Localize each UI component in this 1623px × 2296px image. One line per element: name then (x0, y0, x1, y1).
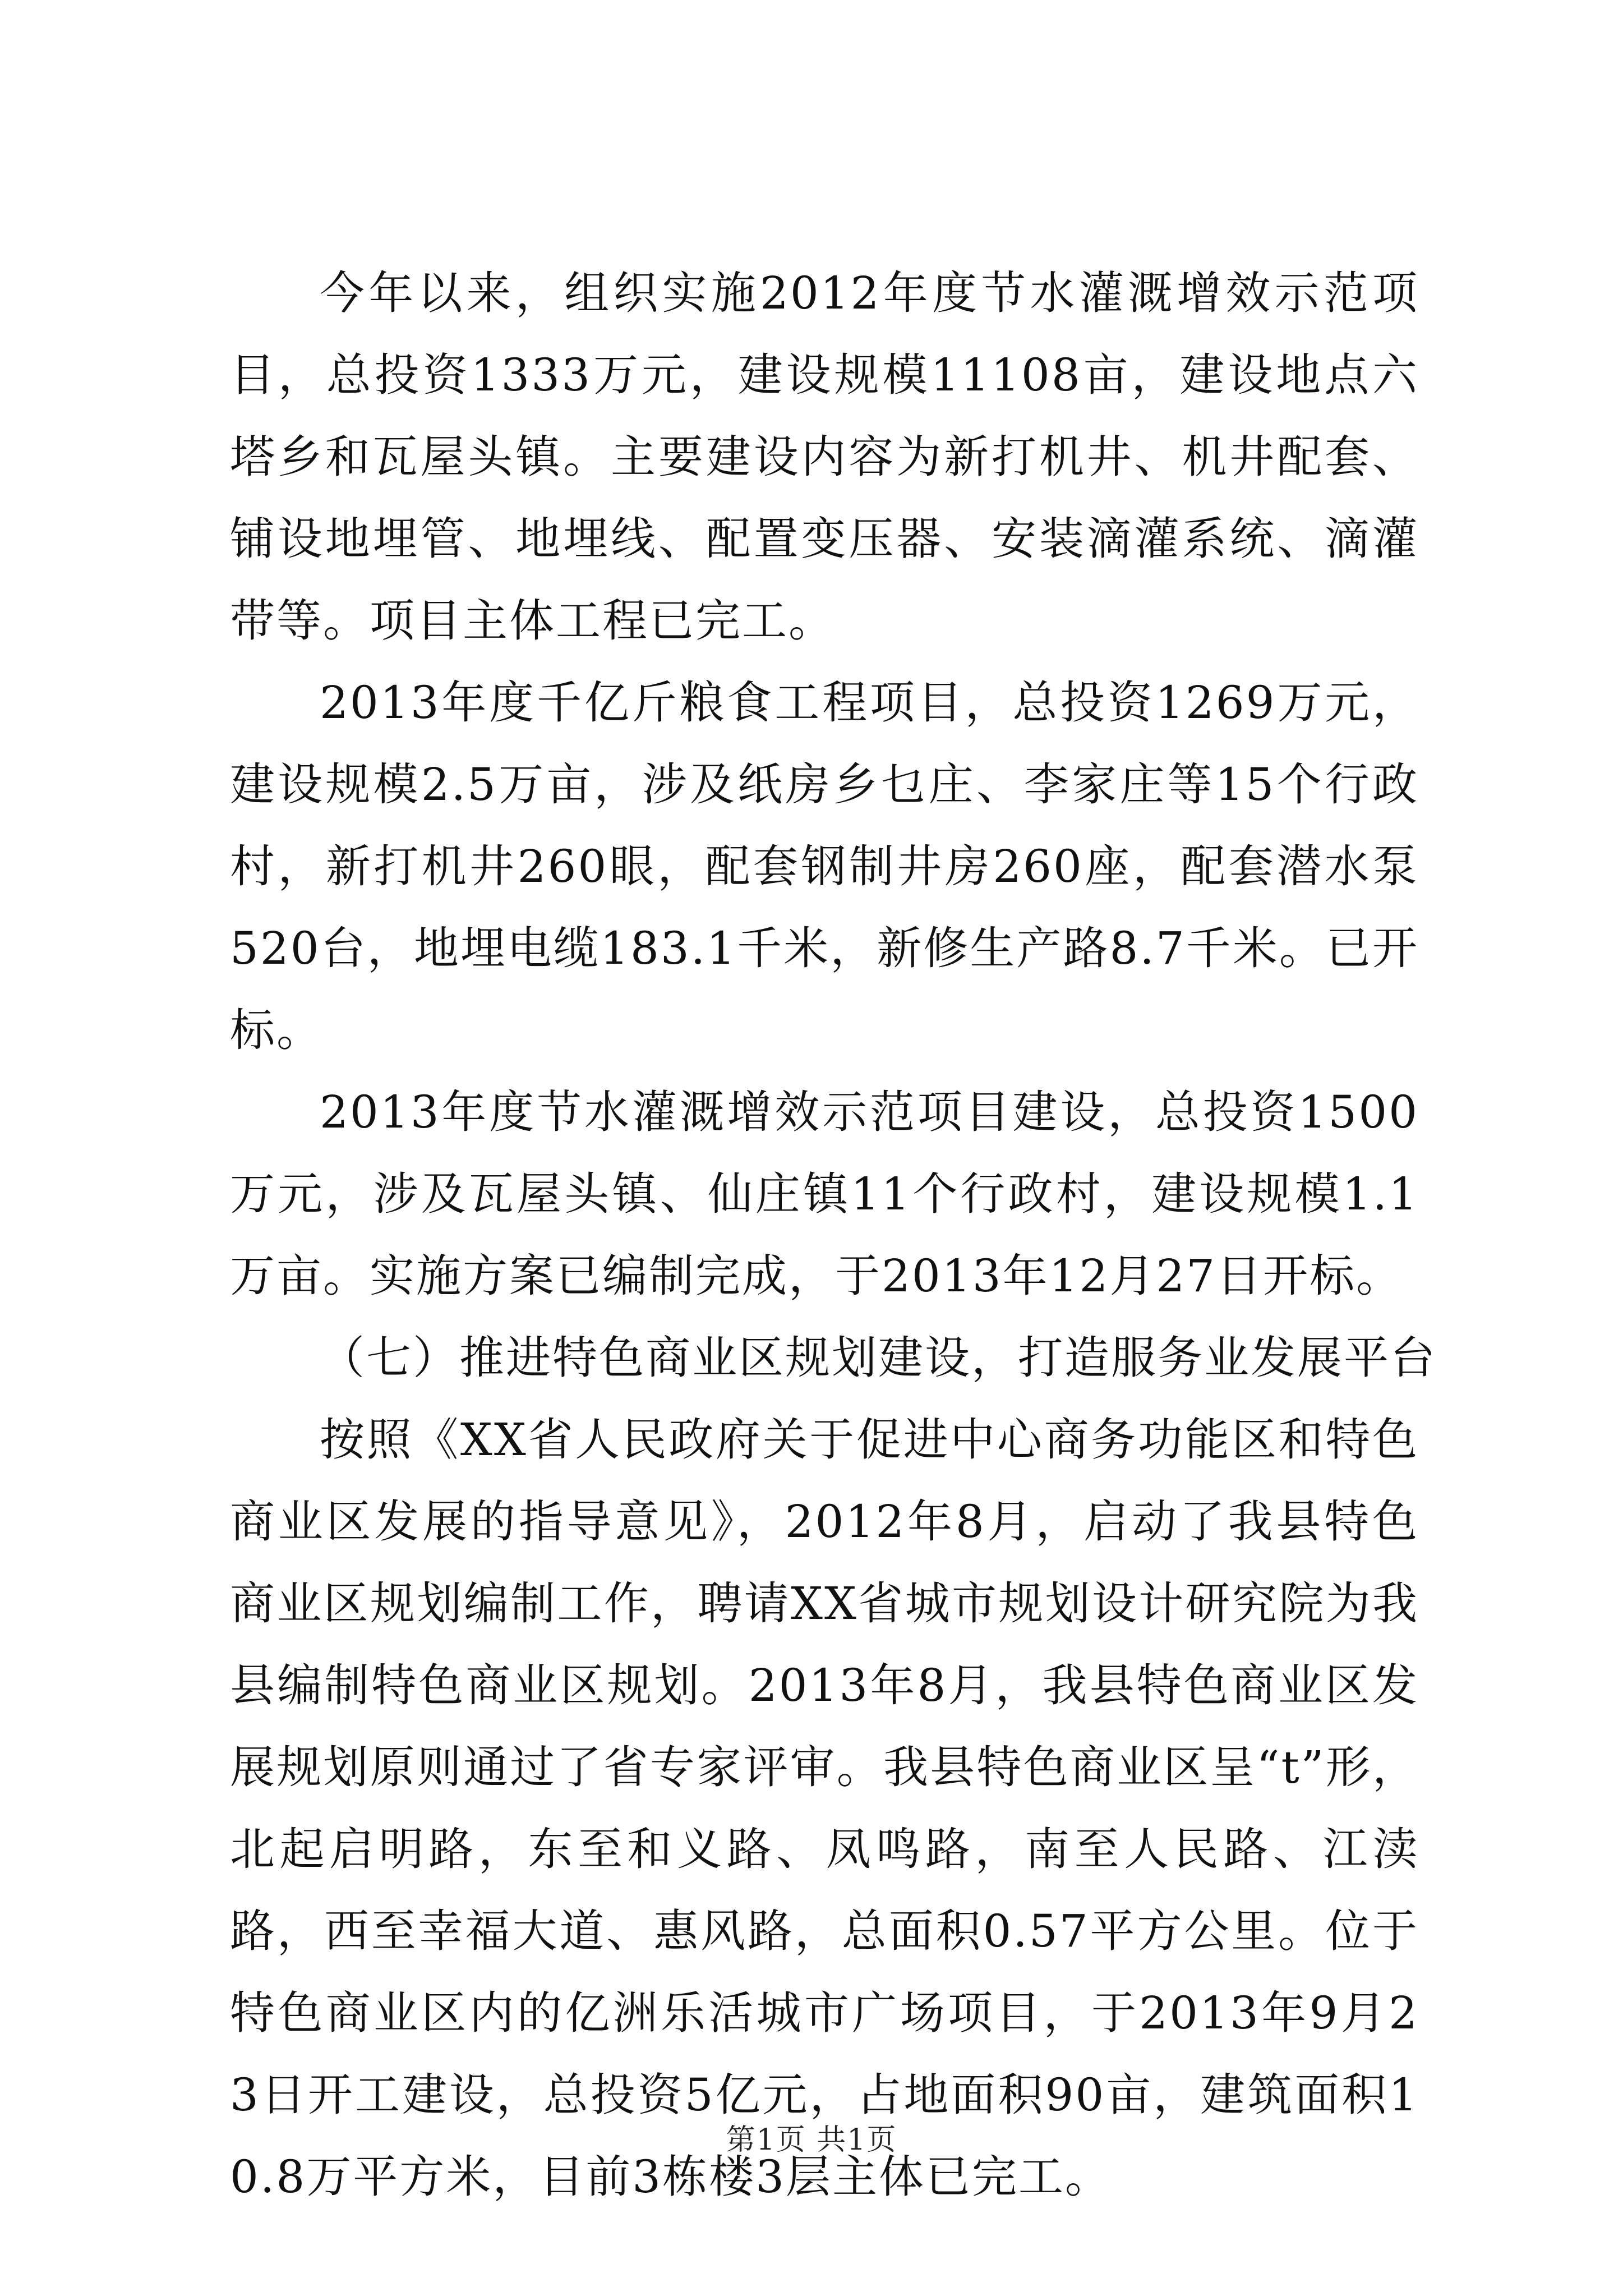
paragraph-2013-water-saving-project: 2013年度节水灌溉增效示范项目建设，总投资1500万元，涉及瓦屋头镇、仙庄镇11个行政村，建设规模1.1万亩。实施方案已编制完成，于2013年12月27日开标。 (230, 1086, 1419, 1302)
document-body (230, 252, 1437, 2218)
paragraph-2013-grain-project: 2013年度千亿斤粮食工程项目，总投资1269万元，建设规模2.5万亩，涉及纸房乡乜庄、李家庄等15个行政村，新打机井260眼，配套钢制井房260座，配套潜水泵520台，地埋电缆183.1千米，新修生产路8.7千米。已开标。 (230, 677, 1419, 1056)
section-heading: （七）推进特色商业区规划建设，打造服务业发展平台 (320, 1332, 1437, 1384)
paragraph-2012-water-saving-project: 今年以来，组织实施2012年度节水灌溉增效示范项目，总投资1333万元，建设规模11108亩，建设地点六塔乡和瓦屋头镇。主要建设内容为新打机井、机井配套、铺设地埋管、地埋线、配置变压器、安装滴灌系统、滴灌带等。项目主体工程已完工。 (230, 267, 1419, 647)
page-footer: 第1页 共1页 (726, 2123, 897, 2157)
paragraph-commercial-district: 按照《XX省人民政府关于促进中心商务功能区和特色商业区发展的指导意见》，2012年8月，启动了我县特色商业区规划编制工作，聘请XX省城市规划设计研究院为我县编制特色商业区规划。2013年8月，我县特色商业区发展规划原则通过了省专家评审。我县特色商业区呈“t”形，北起启明路，东至和义路、凤鸣路，南至人民路、江渎路，西至幸福大道、惠风路，总面积0.57平方公里。位于特色商业区内的亿洲乐活城市广场项目，于2013年9月23日开工建设，总投资5亿元，占地面积90亩，建筑面积10.8万平方米，目前3栋楼3层主体已完工。 (230, 1414, 1419, 2203)
